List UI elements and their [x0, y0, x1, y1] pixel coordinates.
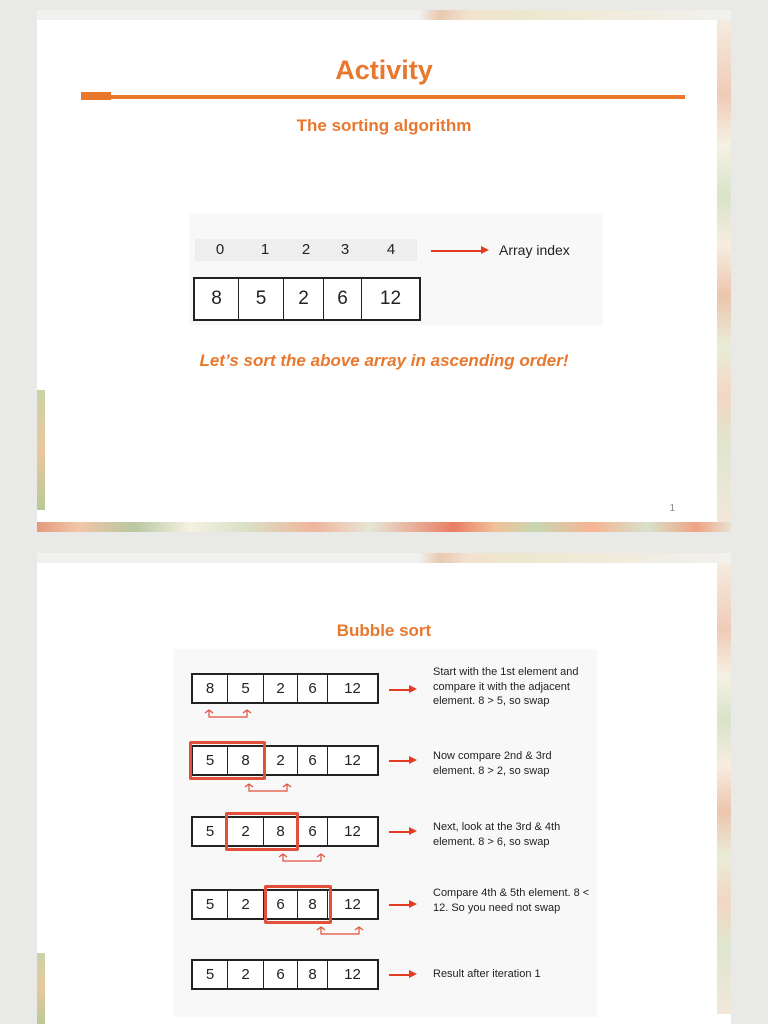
- array-figure: [189, 213, 603, 325]
- slide-1: [37, 10, 731, 532]
- array-cell: 12: [344, 752, 361, 769]
- array-index: 0: [215, 241, 225, 258]
- step-description: Compare 4th & 5th element. 8 < 12. So you need not swap: [433, 887, 590, 914]
- array-cell: 2: [264, 747, 298, 774]
- array-cell: 5: [193, 747, 228, 774]
- step-arrow-head: [409, 900, 417, 908]
- array-cell: 6: [264, 891, 298, 918]
- step-arrow-line: [389, 689, 411, 691]
- array-cell: 8: [298, 961, 328, 988]
- swap-arrow-icon: [203, 709, 253, 719]
- step-array: [191, 959, 379, 990]
- array-index: 4: [386, 241, 396, 258]
- array-cell: 6: [298, 675, 328, 702]
- page-number: 1: [669, 503, 675, 514]
- array-cell: 6: [324, 279, 362, 319]
- decorative-border-left: [37, 390, 45, 510]
- swap-arrow-icon: [315, 926, 365, 936]
- array-cell: 8: [195, 279, 239, 319]
- swap-arrow-icon: [243, 783, 293, 793]
- slide-2: [37, 553, 731, 1024]
- step-arrow-line: [389, 831, 411, 833]
- array-index: 1: [260, 241, 270, 258]
- step-arrow-head: [409, 827, 417, 835]
- step-arrow-head: [409, 685, 417, 693]
- array-cell: 2: [264, 675, 298, 702]
- index-arrow-line: [431, 250, 483, 252]
- step-arrow-head: [409, 970, 417, 978]
- compare-highlight: [225, 812, 299, 851]
- step-array: [191, 673, 379, 704]
- step-arrow-line: [389, 974, 411, 976]
- array-cell: 6: [298, 818, 328, 845]
- decorative-border-right: [717, 20, 731, 522]
- array-cell: 6: [264, 961, 298, 988]
- compare-highlight: [264, 885, 332, 924]
- array-cell: 2: [284, 279, 324, 319]
- index-arrow-head: [481, 246, 489, 254]
- compare-highlight: [189, 741, 266, 780]
- step-arrow-head: [409, 756, 417, 764]
- array-cell: 6: [298, 747, 328, 774]
- swap-arrow-icon: [277, 853, 327, 863]
- slide-title: Bubble sort: [336, 621, 432, 640]
- step-description: Start with the 1st element and compare it with the adjacent element. 8 > 5, so swap: [433, 666, 579, 707]
- array-cell: 2: [228, 818, 264, 845]
- decorative-border-top: [37, 553, 731, 563]
- array-cell: 12: [344, 896, 361, 913]
- slide-subtitle: The sorting algorithm: [296, 116, 472, 135]
- array-cell: 2: [228, 961, 264, 988]
- array-cell: 8: [193, 675, 228, 702]
- array-cell: 8: [228, 747, 264, 774]
- array-box: [193, 277, 421, 321]
- step-description: Result after iteration 1: [433, 968, 541, 980]
- title-rule: [81, 95, 685, 99]
- step-description: Now compare 2nd & 3rd element. 8 > 2, so swap: [433, 750, 552, 777]
- step-arrow-line: [389, 904, 411, 906]
- array-cell: 12: [344, 823, 361, 840]
- decorative-border-left: [37, 953, 45, 1024]
- array-cell: 5: [239, 279, 284, 319]
- slide-title: Activity: [335, 55, 433, 85]
- decorative-border-top: [37, 10, 731, 20]
- array-index-label: Array index: [499, 242, 570, 258]
- array-cell: 8: [264, 818, 298, 845]
- step-description: Next, look at the 3rd & 4th element. 8 > 6, so swap: [433, 821, 561, 848]
- array-cell: 8: [298, 891, 328, 918]
- array-cell: 5: [193, 891, 228, 918]
- array-index: 3: [340, 241, 350, 258]
- step-arrow-line: [389, 760, 411, 762]
- array-cell: 2: [228, 891, 264, 918]
- array-index: 2: [301, 241, 311, 258]
- array-cell: 5: [193, 818, 228, 845]
- decorative-border-bottom: [37, 522, 731, 532]
- bubble-sort-figure: [173, 649, 597, 1017]
- array-cell: 12: [379, 288, 402, 309]
- callout-text: Let’s sort the above array in ascending order!: [199, 351, 569, 370]
- array-cell: 5: [193, 961, 228, 988]
- array-cell: 5: [228, 675, 264, 702]
- array-cell: 12: [344, 680, 361, 697]
- array-cell: 12: [344, 966, 361, 983]
